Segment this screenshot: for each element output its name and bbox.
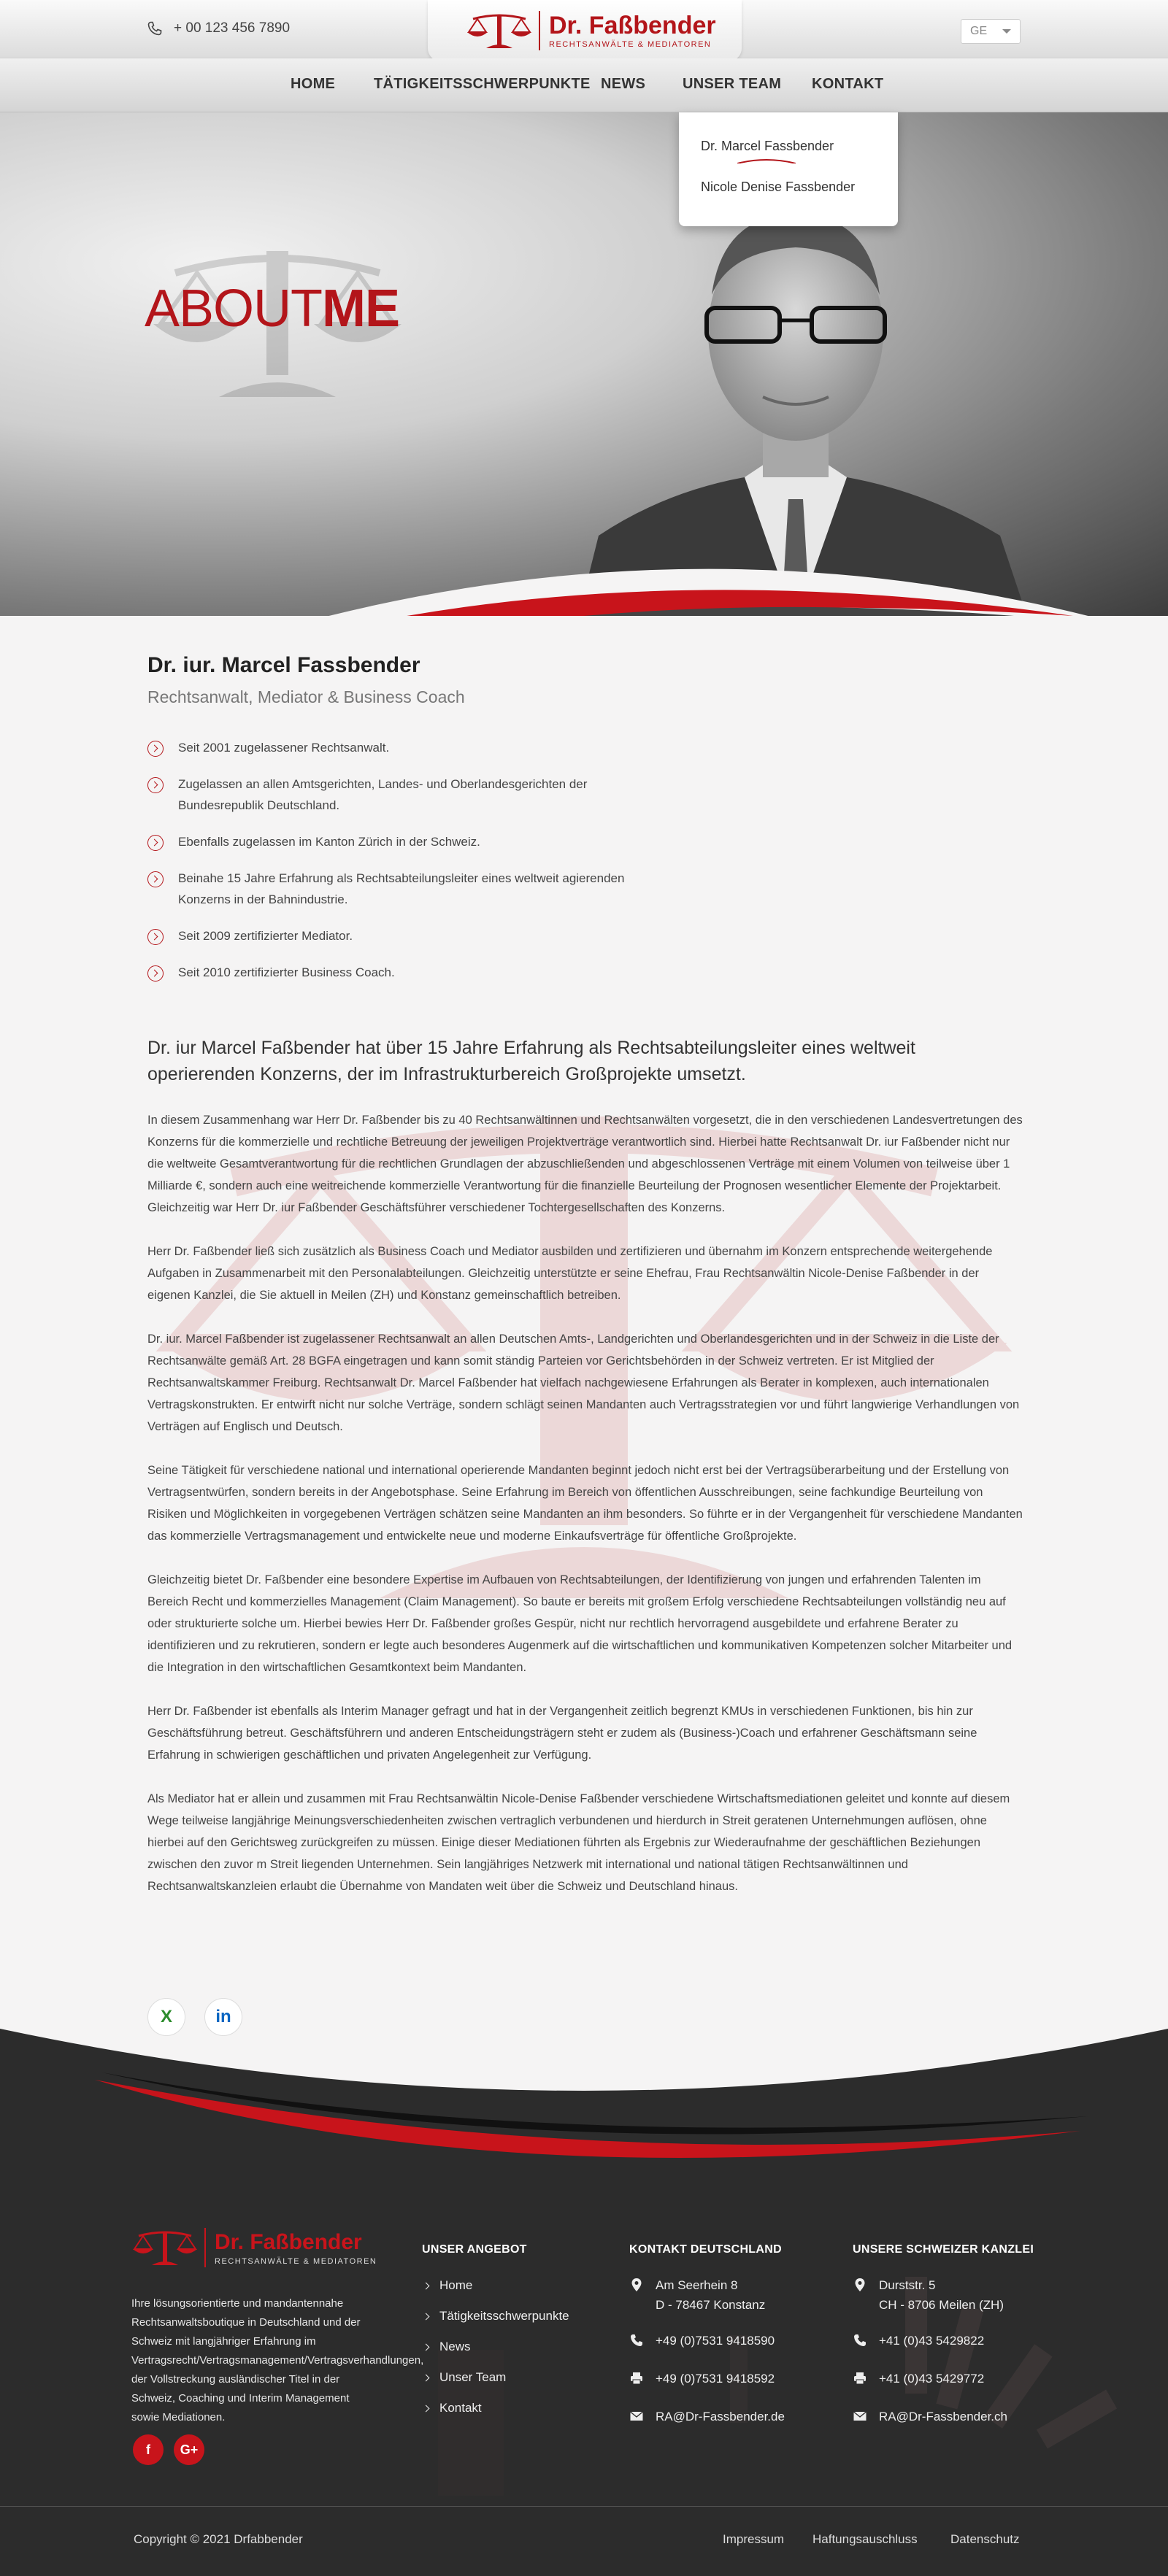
nav-kontakt[interactable]: KONTAKT: [812, 76, 884, 92]
paragraph: Dr. iur. Marcel Faßbender ist zugelassener Rechtsanwalt an allen Deutschen Amts-, Landgerichten und Oberlandesgerichten und in der Schweiz in die Liste der Rechtsanwälte gemäß Art. 28 BGFA eingetragen und kann somit ständig Parteien vor Gerichtsbehörden in der Schweiz vertreten. Er ist Mitglied der Rechtsanwaltskammer Freiburg. Rechtsanwalt Dr. Marcel Faßbender hat vielfach nachgewiesene Erfahrungen als Berater in komplexen, auch internationalen Vertragskonstrukten. Er entwirft nicht nur solche Verträge, sondern schlägt seinen Mandanten auch Vertragsstrategien vor und führt langwierige Verhandlungen von Verträgen auf Englisch und Deutsch.: [147, 1333, 1020, 1433]
link-haftungsausschluss[interactable]: Haftungsauschluss: [812, 2532, 918, 2546]
footer-link-taetigkeitsschwerpunkte[interactable]: Tätigkeitsschwerpunkte: [422, 2309, 569, 2324]
list-item: Beinahe 15 Jahre Erfahrung als Rechtsabteilungsleiter eines weltweit agierenden Konzerns in der Bahnindustrie.: [147, 868, 629, 910]
ch-city: CH - 8706 Meilen (ZH): [879, 2298, 1004, 2312]
de-fax: +49 (0)7531 9418592: [629, 2369, 775, 2388]
de-address: [629, 2275, 765, 2315]
footer-link-kontakt[interactable]: Kontakt: [422, 2401, 482, 2415]
de-phone[interactable]: +49 (0)7531 9418590: [629, 2331, 775, 2351]
phone-icon: [853, 2333, 867, 2348]
list-item: Seit 2001 zugelassener Rechtsanwalt.: [147, 737, 629, 758]
footer-heading-schweiz: UNSERE SCHWEIZER KANZLEI: [853, 2243, 1034, 2256]
logo-separator: [539, 11, 540, 50]
ch-email[interactable]: RA@Dr-Fassbender.ch: [853, 2407, 1007, 2426]
chevron-circle-icon: [147, 871, 164, 887]
list-item: Ebenfalls zugelassen im Kanton Zürich in der Schweiz.: [147, 831, 629, 852]
google-plus-icon[interactable]: G+: [174, 2434, 204, 2465]
header-phone[interactable]: [146, 20, 290, 37]
xing-icon[interactable]: X: [147, 1998, 185, 2036]
phone-icon: [146, 20, 164, 37]
ch-phone[interactable]: +41 (0)43 5429822: [853, 2331, 984, 2351]
ch-street: Durststr. 5: [879, 2278, 936, 2292]
phone-icon: [629, 2333, 644, 2348]
profile-lead: Dr. iur Marcel Faßbender hat über 15 Jahre Erfahrung als Rechtsabteilungsleiter eines weltweit operierenden Konzerns, der im Infrastrukturbereich Großprojekte umsetzt.: [147, 1038, 915, 1084]
top-bar: [0, 0, 1168, 58]
paragraph: Gleichzeitig bietet Dr. Faßbender eine besondere Expertise im Aufbauen von Rechtsabteilungen, der Identifizierung von jungen und erfahrenden Talenten im Bereich Recht und kommerzielles Management (Claim Management). So baute er bereits mit großem Erfolg verschiedene Rechtsabteilungen vollständig neu auf oder strukturierte solche um. Hierbei bewies Herr Dr. Faßbender großes Gespür, nicht nur rechtlich hervorragend ausgebildete und erfahrene Berater zu identifizieren und zu rekrutieren, sondern er legte auch besonderes Augenmerk auf die wirtschaftlichen und kommunikativen Kompetenzen solcher Mitarbeiter und die Integration in den wirtschaftlichen Gesamtkontext beim Mandanten.: [147, 1573, 1013, 1674]
qualification-list: [147, 737, 629, 983]
footer-logo[interactable]: [131, 2226, 377, 2270]
footer-link-unser-team[interactable]: Unser Team: [422, 2370, 506, 2385]
de-email[interactable]: RA@Dr-Fassbender.de: [629, 2407, 785, 2426]
team-dropdown: [679, 112, 898, 226]
linkedin-icon[interactable]: in: [204, 1998, 242, 2036]
ch-address: [853, 2275, 1004, 2315]
chevron-circle-icon: [147, 929, 164, 945]
chevron-circle-icon: [147, 741, 164, 757]
active-underline: [737, 159, 796, 163]
chevron-circle-icon: [147, 965, 164, 982]
footer-logo-brand: Dr. Faßbender: [215, 2230, 362, 2254]
main-nav: [0, 58, 1168, 112]
profile-subtitle: Rechtsanwalt, Mediator & Business Coach: [147, 687, 465, 706]
logo-tagline: RECHTSANWÄLTE & MEDIATOREN: [549, 40, 712, 49]
mail-icon: [629, 2409, 644, 2423]
dropdown-item-nicole[interactable]: Nicole Denise Fassbender: [701, 180, 856, 194]
facebook-icon[interactable]: f: [133, 2434, 164, 2465]
footer-heading-angebot: UNSER ANGEBOT: [422, 2243, 527, 2256]
dropdown-item-marcel[interactable]: Dr. Marcel Fassbender: [701, 139, 834, 153]
profile-name: Dr. iur. Marcel Fassbender: [147, 653, 420, 677]
footer-link-news[interactable]: News: [422, 2340, 471, 2354]
logo-separator: [204, 2228, 206, 2267]
hero-title: [145, 279, 399, 339]
logo-brand: Dr. Faßbender: [549, 12, 716, 39]
chevron-circle-icon: [147, 835, 164, 851]
scales-logo-icon: [131, 2226, 199, 2270]
de-city: D - 78467 Konstanz: [656, 2298, 766, 2312]
language-select[interactable]: GE: [961, 19, 1021, 44]
paragraph: Seine Tätigkeit für verschiedene national und international operierende Mandanten beginnt jedoch nicht erst bei der Vertragsüberarbeitung und der Erstellung von Vertragsentwürfen, sondern bereits in der Angebotsphase. Seine Erfahrung im Bereich von öffentlichen Ausschreibungen, seine fachkundige Beurteilung von Risiken und Möglichkeiten in vorgegebenen Verträgen schätzen seine Mandanten an ihm besonders. So führte er in der Vergangenheit für verschiedene Mandanten das kommerzielle Vertragsmanagement und entwickelte neue und moderne Einkaufsverträge für öffentliche Großprojekte.: [147, 1464, 1023, 1543]
paragraph: Herr Dr. Faßbender ist ebenfalls als Interim Manager gefragt und hat in der Vergangenheit zeitlich begrenzt KMUs in verschiedenen Funktionen, bis hin zur Geschäftsführung betreut. Geschäftsführern und anderen Entscheidungsträgern steht er zudem als (Business-)Coach und erfahrener Geschäftsmann seine Erfahrung in schwierigen geschäftlichen und privaten Angelegenheit zur Verfügung.: [147, 1705, 977, 1762]
hero-title-bold: ME: [322, 279, 400, 338]
nav-news[interactable]: NEWS: [601, 76, 646, 92]
list-item: Seit 2010 zertifizierter Business Coach.: [147, 962, 629, 983]
nav-unser-team[interactable]: UNSER TEAM: [683, 76, 782, 92]
phone-number: + 00 123 456 7890: [174, 20, 291, 36]
list-item: Seit 2009 zertifizierter Mediator.: [147, 925, 629, 946]
footer: [0, 2000, 1168, 2576]
paragraph: Herr Dr. Faßbender ließ sich zusätzlich als Business Coach und Mediator ausbilden und zertifizieren und übernahm im Konzern entsprechende weitergehende Aufgaben in Zusammenarbeit mit den Personalabteilungen. Gleichzeitig unterstützte er seine Ehefrau, Frau Rechtsanwältin Nicole-Denise Faßbender in der eigenen Kanzlei, die Sie aktuell in Meilen (ZH) und Konstanz gemeinschaftlich betreiben.: [147, 1245, 993, 1302]
nav-home[interactable]: HOME: [291, 76, 336, 92]
chevron-circle-icon: [147, 777, 164, 793]
list-item: Zugelassen an allen Amtsgerichten, Landes- und Oberlandesgerichten der Bundesrepublik Deutschland.: [147, 774, 629, 816]
printer-icon: [853, 2371, 867, 2386]
location-pin-icon: [853, 2278, 867, 2292]
hero-swoosh: [0, 477, 1168, 616]
footer-logo-tagline: RECHTSANWÄLTE & MEDIATOREN: [215, 2257, 377, 2266]
site-logo[interactable]: [466, 9, 716, 53]
mail-icon: [853, 2409, 867, 2423]
location-pin-icon: [629, 2278, 644, 2292]
link-impressum[interactable]: Impressum: [723, 2532, 785, 2546]
de-street: Am Seerhein 8: [656, 2278, 738, 2292]
scales-logo-icon: [466, 9, 533, 53]
hero-title-light: ABOUT: [145, 279, 323, 338]
logo-tab: [428, 0, 742, 61]
footer-heading-deutschland: KONTAKT DEUTSCHLAND: [629, 2243, 782, 2256]
copyright: Copyright © 2021 Drfabbender: [134, 2532, 303, 2546]
footer-about: Ihre lösungsorientierte und mandantennahe Rechtsanwaltsboutique in Deutschland und der Schweiz mit langjähriger Erfahrung im Vertragsrecht/Vertragsmanagement/Vertragsverhandlungen, der Vollstreckung ausländischer Titel in der Schweiz, Coaching und Interim Management sowie Mediationen.: [131, 2297, 424, 2423]
link-datenschutz[interactable]: Datenschutz: [950, 2532, 1020, 2546]
footer-divider: [0, 2506, 1168, 2507]
nav-taetigkeitsschwerpunkte[interactable]: TÄTIGKEITSSCHWERPUNKTE: [374, 76, 591, 92]
paragraph: In diesem Zusammenhang war Herr Dr. Faßbender bis zu 40 Rechtsanwältinnen und Rechtsanwälten vorgesetzt, die in den verschiedenen Landesvertretungen des Konzerns für die kommerzielle und rechtliche Betreuung der jeweiligen Projektverträge verantwortlich sind. Hierbei hatte Rechtsanwalt Dr. iur Faßbender nicht nur die weltweite Gesamtverantwortung für die rechtlichen Grundlagen der abzuschließenden und abgeschlossenen Verträge mit einem Volumen von teilweise über 1 Milliarde €, sondern auch eine weitreichende kommerzielle Verantwortung für die finanzielle Beurteilung der Prognosen wesentlicher Elemente der Projektarbeit. Gleichzeitig war Herr Dr. iur Faßbender Geschäftsführer verschiedener Tochtergesellschaften des Konzerns.: [147, 1114, 1023, 1214]
printer-icon: [629, 2371, 644, 2386]
hero: [0, 112, 1168, 616]
footer-link-home[interactable]: Home: [422, 2278, 472, 2293]
paragraph: Als Mediator hat er allein und zusammen mit Frau Rechtsanwältin Nicole-Denise Faßbender verschiedene Wirtschaftsmediationen geleitet und konnte auf diesem Wege teilweise langjährige Meinungsverschiedenheiten zwischen vertraglich verbundenen und hierdurch in Streit geratenen Unternehmungen auflösen, ohne hierbei auf den Gerichtsweg zurückgreifen zu müssen. Einige dieser Mediationen führten als Ergebnis zur Wiederaufnahme der geschäftlichen Beziehungen zwischen den zuvor m Streit liegenden Unternehmen. Sein langjähriges Netzwerk mit international und national tätigen Rechtsanwältinnen und Rechtsanwaltskanzleien erlaubt die Übernahme von Mandaten weit über die Schweiz und Deutschland hinaus.: [147, 1792, 1010, 1893]
profile-body: [147, 1109, 1023, 1919]
ch-fax: +41 (0)43 5429772: [853, 2369, 984, 2388]
